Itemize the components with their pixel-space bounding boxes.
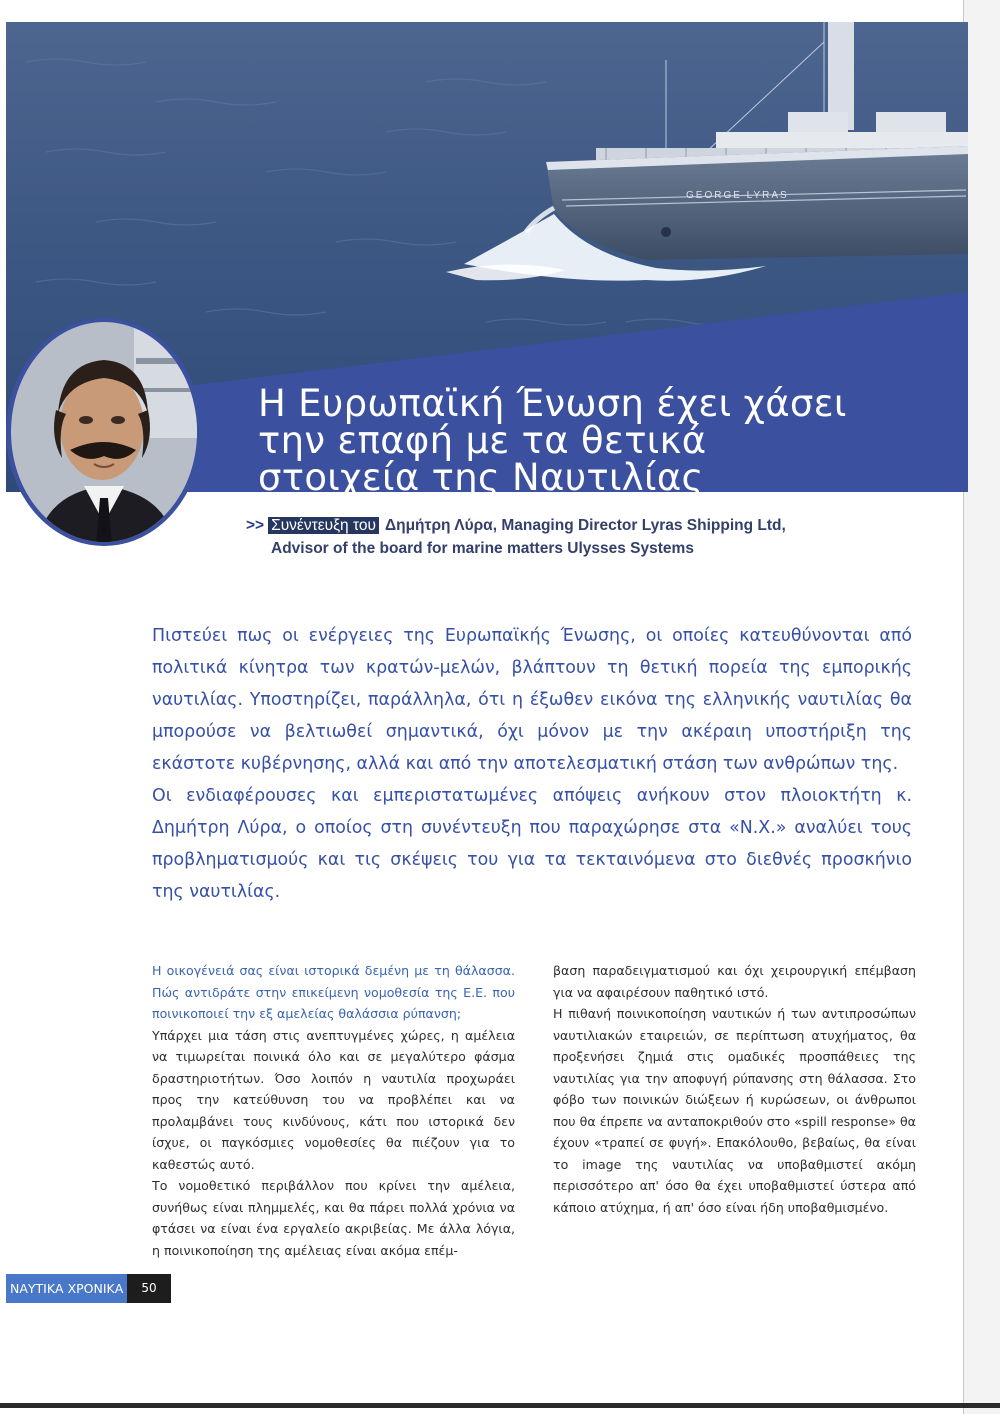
lead-paragraph <box>152 620 912 908</box>
portrait-photo <box>6 318 202 546</box>
byline-arrow: >> <box>246 517 265 534</box>
lead-text-1: Πιστεύει πως οι ενέργειες της Ευρωπαϊκής Ένωσης, οι οποίες κατευθύνονται από πολιτικά κίνητρα των κρατών-μελών, βλάπτουν τη θετική πορεία της εμπορικής ναυτιλίας. Υποστηρίζει, παράλληλα, ότι η έξωθεν εικόνα της ελληνικής ναυτιλίας θα μπορούσε να βελτιωθεί σημαντικά, όχι μόνον με την ακέραιη υποστήριξη της εκάστοτε κυβέρνησης, αλλά και από την αποτελεσματική στάση των ανθρώπων της. <box>152 626 912 774</box>
byline-line-1: Δημήτρη Λύρα, Managing Director Lyras Shipping Ltd, <box>384 517 786 534</box>
interview-question: Η οικογένειά σας είναι ιστορικά δεμένη με τη θάλασσα. Πώς αντιδράτε στην επικείμενη νομοθεσία της Ε.Ε. που ποινικοποιεί την εξ αμελείας θαλάσσια ρύπανση; <box>152 963 515 1021</box>
byline-line-2: Advisor of the board for marine matters Ulysses Systems <box>271 540 694 557</box>
title-line-1: Η Ευρωπαϊκή Ένωση έχει χάσει <box>258 382 847 425</box>
body-column-right <box>553 960 916 1218</box>
page-number: 50 <box>127 1274 170 1303</box>
article-title <box>258 382 958 499</box>
publication-name: ΝΑΥΤΙΚΑ ΧΡΟΝΙΚΑ <box>6 1274 127 1303</box>
title-line-2: την επαφή με τα θετικά <box>258 419 707 462</box>
bottom-rule <box>0 1403 1000 1408</box>
body-column-left <box>152 960 515 1261</box>
title-line-3: στοιχεία της Ναυτιλίας <box>258 456 704 499</box>
byline <box>246 514 946 560</box>
answer-paragraph-2: Το νομοθετικό περιβάλλον που κρίνει την αμέλεια, συνήθως είναι πλημμελές, και θα πάρει πολλά χρόνια να φτάσει να είναι ένα εργαλείο ακριβείας. Με άλλα λόγια, η ποινικοποίηση της αμέλειας είναι ακόμα επέμ- <box>152 1178 515 1258</box>
lead-text-2: Οι ενδιαφέρουσες και εμπεριστατωμένες απόψεις ανήκουν στον πλοιοκτήτη κ. Δημήτρη Λύρα, ο οποίος στη συνέντευξη που παραχώρησε στα «Ν.Χ.» αναλύει τους προβληματισμούς και τις σκέψεις του για τα τεκταινόμενα στο διεθνές προσκήνιο της ναυτιλίας. <box>152 786 912 902</box>
answer-paragraph-2-continued: βαση παραδειγματισμού και όχι χειρουργική επέμβαση για να αφαιρέσουν παθητικό ιστό. <box>553 963 916 1000</box>
page-footer <box>6 1274 171 1303</box>
ship-name-text: GEORGE LYRAS <box>686 190 789 201</box>
interview-tag: Συνέντευξη του <box>268 517 379 534</box>
answer-paragraph-1: Υπάρχει μια τάση στις ανεπτυγμένες χώρες, η αμέλεια να τιμωρείται ποινικά όλο και σε μεγαλύτερο φάσμα δραστηριοτήτων. Όσο λοιπόν η ναυτιλία προχωράει προς την κατεύθυνση του να προβλέπει και να προλαμβάνει τους κινδύνους, κάτι που ιστορικά δεν ίσχυε, οι παγκόσμιες νομοθεσίες θα πιέζουν για το καθεστώς αυτό. <box>152 1027 515 1172</box>
page-edge <box>963 0 1000 1414</box>
answer-paragraph-3: Η πιθανή ποινικοποίηση ναυτικών ή των αντιπροσώπων ναυτιλιακών εταιρειών, σε περίπτωση ατυχήματος, θα προξενήσει ζημιά στις ομαδικές προσπάθειες της ναυτιλίας για την αποφυγή ρύπανσης στη θάλασσα. Στο φόβο των ποινικών διώξεων ή κυρώσεων, οι άνθρωποι που θα έπρεπε να ανταποκριθούν στο «spill response» θα έχουν «τραπεί σε φυγή». Επακόλουθο, βεβαίως, θα είναι το image της ναυτιλίας να υποβαθμιστεί ακόμη περισσότερο απ' όσο θα έχει υποβαθμιστεί ύστερα από κάποιο ατύχημα, ή απ' όσο είναι ήδη υποβαθμισμένο. <box>553 1006 916 1215</box>
